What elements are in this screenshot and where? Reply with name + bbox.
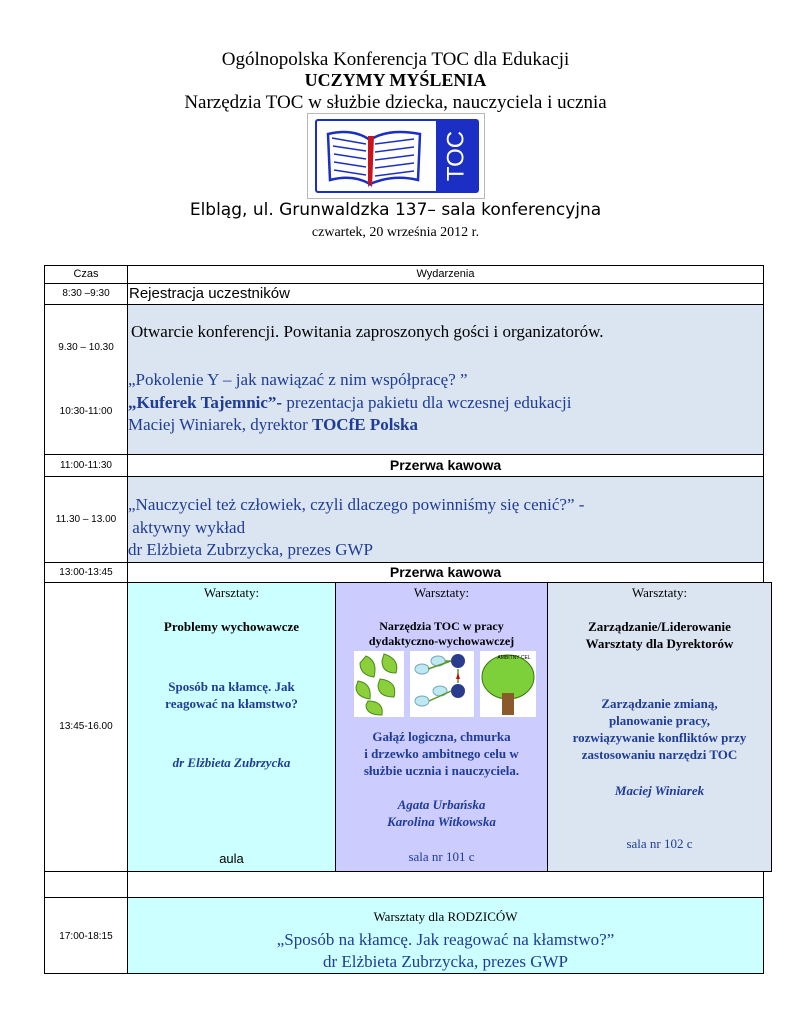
ws3-desc-1: Zarządzanie zmianą, [601, 696, 718, 711]
row-registration [127, 283, 764, 305]
ws2-person-2: Karolina Witkowska [387, 814, 496, 829]
ws3-room: sala nr 102 c [626, 836, 693, 851]
time-label: 11:00-11:30 [60, 460, 112, 471]
workshop-1 [127, 582, 336, 872]
logic-branch-icon [410, 651, 474, 717]
row-registration-time [44, 283, 128, 305]
ws2-desc-2: i drzewko ambitnego celu w [364, 746, 519, 761]
kuferek-bold: „Kuferek Tajemnic”- [128, 393, 283, 412]
lecture-type: aktywny wykład [128, 518, 246, 537]
ws3-desc-2: planowanie pracy, [608, 713, 711, 728]
parents-speaker: dr Elżbieta Zubrzycka, prezes GWP [323, 952, 568, 971]
lecture-speaker: dr Elżbieta Zubrzycka, prezes GWP [128, 540, 373, 559]
time-label-1: 9.30 – 10.30 [58, 342, 114, 353]
goal-tree-icon [480, 651, 536, 717]
row-lecture [127, 476, 764, 563]
speaker-winiarek [128, 415, 418, 435]
row-opening [127, 304, 764, 455]
ws1-title: Problemy wychowawcze [163, 619, 300, 634]
logo-text: TOC [442, 130, 470, 182]
ws2-label: Warsztaty: [413, 585, 470, 600]
row-break2-time [44, 562, 128, 583]
tree-label: AMBITNY CEL [497, 655, 531, 661]
location: Elbląg, ul. Grunwaldzka 137– sala konferencyjna [189, 200, 602, 220]
kuferek-rest: prezentacja pakietu dla wczesnej edukacji [282, 393, 572, 412]
break-label: Przerwa kawowa [389, 457, 502, 473]
row-workshops-time [44, 582, 128, 872]
ws2-person-1: Agata Urbańska [397, 797, 486, 812]
toc-logo [307, 113, 485, 199]
time-label: 13:00-13:45 [59, 567, 113, 578]
ws3-person: Maciej Winiarek [614, 783, 705, 798]
leaves-icon [354, 651, 404, 717]
toc-tools-illustration [354, 651, 536, 721]
col-time-label: Czas [73, 268, 99, 280]
ws2-title-1: Narzędzia TOC w pracy [379, 619, 504, 633]
time-label: 17:00-18:15 [59, 931, 113, 942]
col-header-events [127, 265, 764, 284]
conference-subtitle: Narzędzia TOC w służbie dziecka, nauczyciela i ucznia [184, 92, 607, 113]
ws1-label: Warsztaty: [203, 585, 260, 600]
ws2-desc-1: Gałąź logiczna, chmurka [372, 729, 511, 744]
talk-title-kuferek [128, 393, 571, 413]
workshop-3 [547, 582, 772, 872]
ws2-title-2: dydaktyczno-wychowawczej [368, 634, 515, 648]
parents-title: „Sposób na kłamcę. Jak reagować na kłamstwo?” [276, 930, 615, 949]
row-parents [127, 897, 764, 974]
ws3-desc-4: zastosowaniu narzędzi TOC [581, 747, 738, 762]
conference-motto: UCZYMY MYŚLENIA [304, 70, 487, 90]
speaker-org: TOCfE Polska [312, 415, 419, 434]
time-label: 11.30 – 13.00 [55, 514, 117, 525]
ws1-subtitle-2: reagować na kłamstwo? [165, 696, 298, 711]
registration-text: Rejestracja uczestników [129, 285, 290, 302]
row-empty [127, 871, 764, 898]
row-break1-time [44, 454, 128, 477]
ws2-room: sala nr 101 c [408, 849, 475, 864]
break-label: Przerwa kawowa [389, 564, 502, 580]
row-empty-time [44, 871, 128, 898]
ws1-subtitle-1: Sposób na kłamcę. Jak [168, 679, 295, 694]
ws3-title-2: Warsztaty dla Dyrektorów [585, 636, 734, 651]
ws2-desc-3: służbie ucznia i nauczyciela. [363, 763, 520, 778]
talk-title-generation-y: „Pokolenie Y – jak nawiązać z nim współpracę? ” [128, 370, 468, 389]
row-opening-time [44, 304, 128, 455]
opening-line: Otwarcie konferencji. Powitania zaproszonych gości i organizatorów. [131, 322, 604, 341]
event-date: czwartek, 20 września 2012 r. [311, 225, 480, 240]
conference-title: Ogólnopolska Konferencja TOC dla Edukacji [221, 49, 570, 70]
workshop-2 [335, 582, 548, 872]
time-label: 8:30 –9:30 [62, 288, 110, 299]
row-parents-time [44, 897, 128, 974]
ws3-title-1: Zarządzanie/Liderowanie [588, 619, 731, 634]
ws3-desc-3: rozwiązywanie konfliktów przy [572, 730, 747, 745]
parents-label: Warsztaty dla RODZICÓW [373, 909, 518, 924]
lecture-title: „Nauczyciel też człowiek, czyli dlaczego powinniśmy się cenić?” - [128, 495, 585, 514]
ws3-label: Warsztaty: [631, 585, 688, 600]
row-lecture-time [44, 476, 128, 563]
row-break1 [127, 454, 764, 477]
ws1-person: dr Elżbieta Zubrzycka [172, 755, 291, 770]
row-break2 [127, 562, 764, 583]
speaker-name: Maciej Winiarek, dyrektor [128, 415, 313, 434]
col-header-time [44, 265, 128, 284]
col-events-label: Wydarzenia [416, 268, 475, 280]
time-label-2: 10:30-11:00 [59, 406, 113, 417]
time-label: 13:45-16.00 [59, 721, 113, 732]
ws1-room: aula [219, 851, 244, 866]
